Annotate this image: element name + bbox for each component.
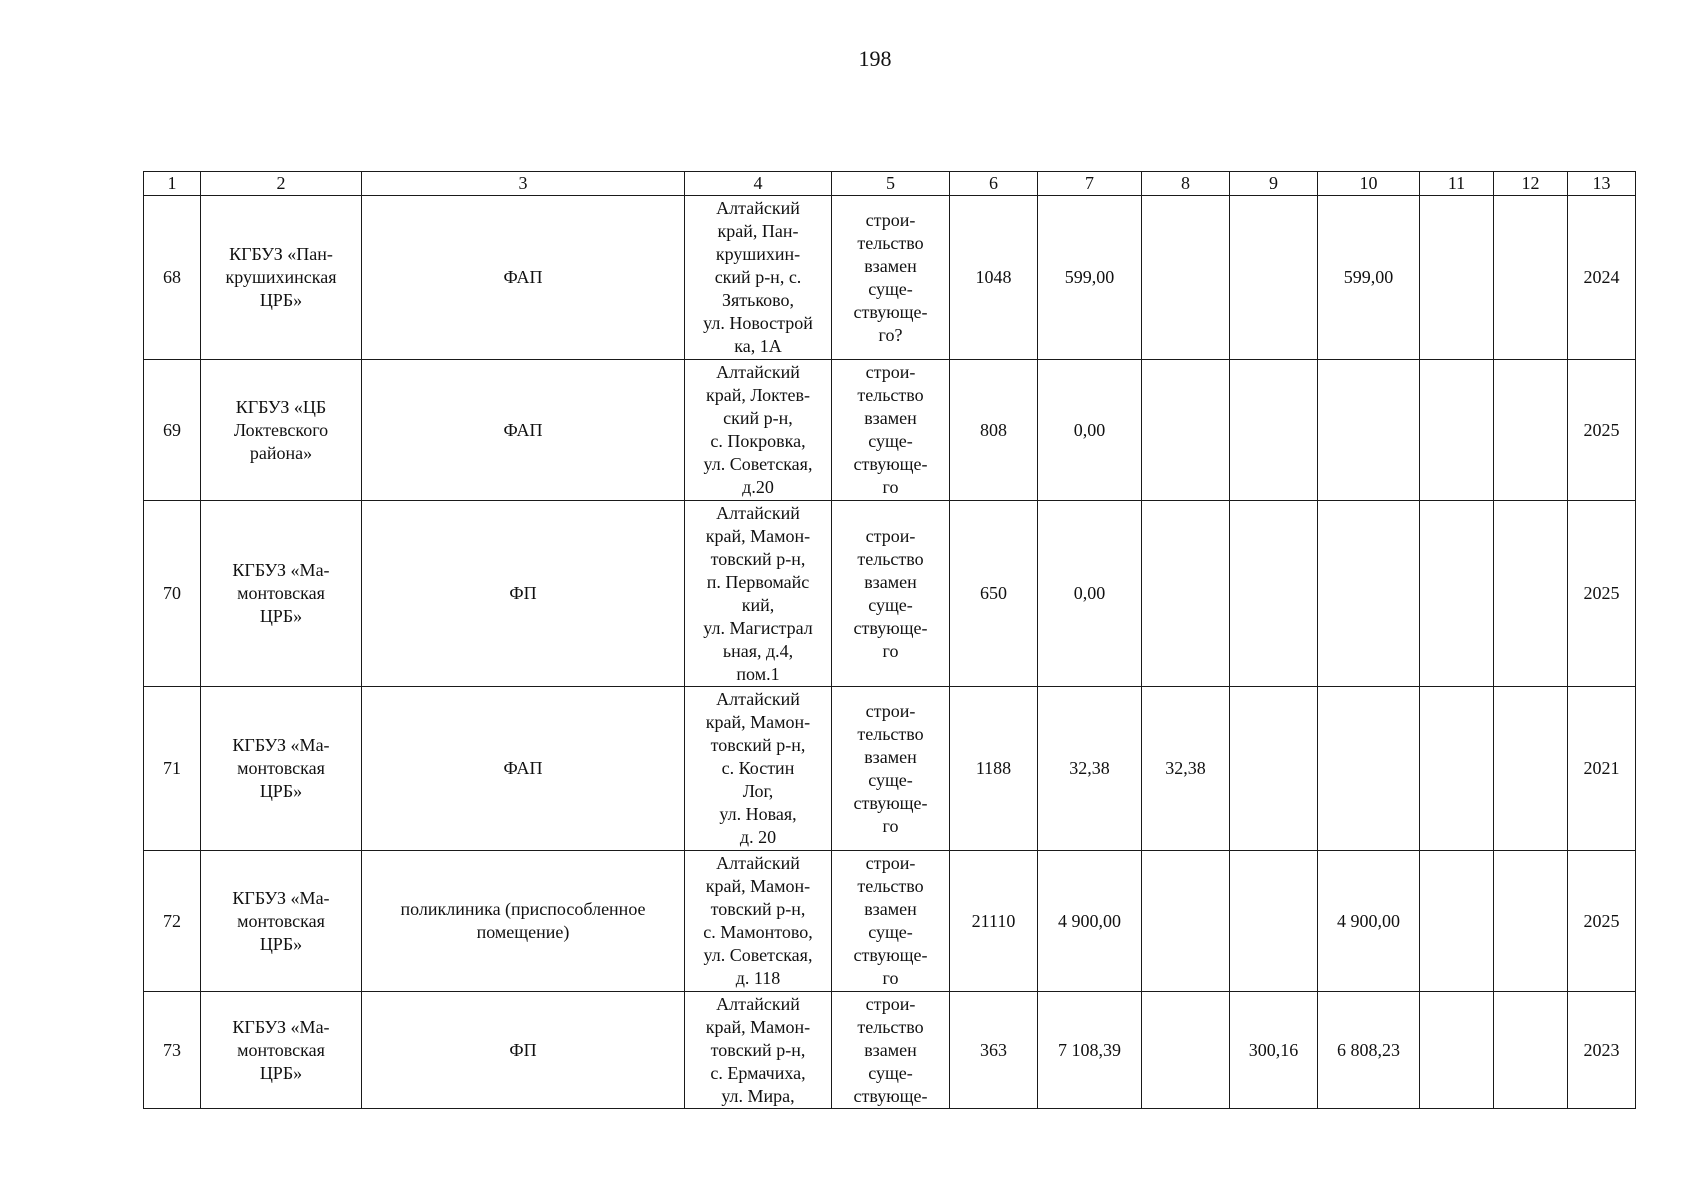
col-7-value: 0,00 bbox=[1038, 360, 1142, 501]
col-6-value: 363 bbox=[950, 992, 1038, 1109]
col-7-value: 599,00 bbox=[1038, 196, 1142, 360]
address: Алтайский край, Пан- крушихин- ский р-н, с. Зятьково, ул. Новострой ка, 1А bbox=[685, 196, 832, 360]
row-number: 73 bbox=[144, 992, 201, 1109]
address: Алтайский край, Мамон- товский р-н, с. Костин Лог, ул. Новая, д. 20 bbox=[685, 687, 832, 851]
year: 2025 bbox=[1568, 501, 1636, 687]
object-type: ФАП bbox=[362, 687, 685, 851]
column-number-row bbox=[144, 172, 1636, 196]
col-6-value: 808 bbox=[950, 360, 1038, 501]
col-9-value bbox=[1230, 196, 1318, 360]
col-12-value bbox=[1494, 687, 1568, 851]
col-8-value bbox=[1142, 992, 1230, 1109]
col-7-value: 4 900,00 bbox=[1038, 851, 1142, 992]
col-10-value: 599,00 bbox=[1318, 196, 1420, 360]
work-type: строи- тельство взамен суще- ствующе- го bbox=[832, 687, 950, 851]
col-10-value bbox=[1318, 360, 1420, 501]
col-9-value bbox=[1230, 501, 1318, 687]
year: 2023 bbox=[1568, 992, 1636, 1109]
col-9-value bbox=[1230, 360, 1318, 501]
table-row bbox=[144, 687, 1636, 851]
object-type: поликлиника (приспособленное помещение) bbox=[362, 851, 685, 992]
column-number-2: 2 bbox=[201, 172, 362, 196]
object-type: ФП bbox=[362, 992, 685, 1109]
col-6-value: 1048 bbox=[950, 196, 1038, 360]
table-row bbox=[144, 501, 1636, 687]
page-number: 198 bbox=[858, 46, 892, 71]
col-12-value bbox=[1494, 992, 1568, 1109]
row-number: 70 bbox=[144, 501, 201, 687]
organization: КГБУЗ «Ма- монтовская ЦРБ» bbox=[201, 501, 362, 687]
year: 2025 bbox=[1568, 360, 1636, 501]
organization: КГБУЗ «ЦБ Локтевского района» bbox=[201, 360, 362, 501]
col-12-value bbox=[1494, 501, 1568, 687]
col-6-value: 1188 bbox=[950, 687, 1038, 851]
work-type: строи- тельство взамен суще- ствующе- го? bbox=[832, 196, 950, 360]
column-number-3: 3 bbox=[362, 172, 685, 196]
col-8-value: 32,38 bbox=[1142, 687, 1230, 851]
address: Алтайский край, Мамон- товский р-н, п. Первомайс кий, ул. Магистрал ьная, д.4, пом.1 bbox=[685, 501, 832, 687]
work-type: строи- тельство взамен суще- ствующе- bbox=[832, 992, 950, 1109]
organization: КГБУЗ «Ма- монтовская ЦРБ» bbox=[201, 992, 362, 1109]
organization: КГБУЗ «Пан- крушихинская ЦРБ» bbox=[201, 196, 362, 360]
work-type: строи- тельство взамен суще- ствующе- го bbox=[832, 360, 950, 501]
row-number: 69 bbox=[144, 360, 201, 501]
col-11-value bbox=[1420, 687, 1494, 851]
column-number-12: 12 bbox=[1494, 172, 1568, 196]
column-number-4: 4 bbox=[685, 172, 832, 196]
col-6-value: 21110 bbox=[950, 851, 1038, 992]
address: Алтайский край, Мамон- товский р-н, с. Ермачиха, ул. Мира, bbox=[685, 992, 832, 1109]
facilities-table bbox=[143, 171, 1636, 1109]
object-type: ФАП bbox=[362, 360, 685, 501]
col-9-value bbox=[1230, 851, 1318, 992]
address: Алтайский край, Мамон- товский р-н, с. Мамонтово, ул. Советская, д. 118 bbox=[685, 851, 832, 992]
table-body bbox=[144, 196, 1636, 1109]
table-row bbox=[144, 992, 1636, 1109]
row-number: 72 bbox=[144, 851, 201, 992]
column-number-9: 9 bbox=[1230, 172, 1318, 196]
column-number-5: 5 bbox=[832, 172, 950, 196]
col-10-value: 6 808,23 bbox=[1318, 992, 1420, 1109]
col-8-value bbox=[1142, 196, 1230, 360]
column-number-6: 6 bbox=[950, 172, 1038, 196]
col-12-value bbox=[1494, 196, 1568, 360]
col-9-value: 300,16 bbox=[1230, 992, 1318, 1109]
row-number: 68 bbox=[144, 196, 201, 360]
year: 2024 bbox=[1568, 196, 1636, 360]
col-11-value bbox=[1420, 501, 1494, 687]
organization: КГБУЗ «Ма- монтовская ЦРБ» bbox=[201, 687, 362, 851]
table-row bbox=[144, 851, 1636, 992]
col-11-value bbox=[1420, 851, 1494, 992]
col-7-value: 32,38 bbox=[1038, 687, 1142, 851]
col-7-value: 0,00 bbox=[1038, 501, 1142, 687]
col-8-value bbox=[1142, 360, 1230, 501]
col-12-value bbox=[1494, 360, 1568, 501]
column-number-10: 10 bbox=[1318, 172, 1420, 196]
col-7-value: 7 108,39 bbox=[1038, 992, 1142, 1109]
address: Алтайский край, Локтев- ский р-н, с. Покровка, ул. Советская, д.20 bbox=[685, 360, 832, 501]
col-8-value bbox=[1142, 501, 1230, 687]
column-number-13: 13 bbox=[1568, 172, 1636, 196]
year: 2021 bbox=[1568, 687, 1636, 851]
column-number-11: 11 bbox=[1420, 172, 1494, 196]
object-type: ФП bbox=[362, 501, 685, 687]
table-row bbox=[144, 196, 1636, 360]
column-number-7: 7 bbox=[1038, 172, 1142, 196]
col-11-value bbox=[1420, 360, 1494, 501]
column-number-8: 8 bbox=[1142, 172, 1230, 196]
col-9-value bbox=[1230, 687, 1318, 851]
organization: КГБУЗ «Ма- монтовская ЦРБ» bbox=[201, 851, 362, 992]
col-12-value bbox=[1494, 851, 1568, 992]
col-10-value: 4 900,00 bbox=[1318, 851, 1420, 992]
object-type: ФАП bbox=[362, 196, 685, 360]
table-row bbox=[144, 360, 1636, 501]
work-type: строи- тельство взамен суще- ствующе- го bbox=[832, 501, 950, 687]
row-number: 71 bbox=[144, 687, 201, 851]
col-8-value bbox=[1142, 851, 1230, 992]
col-10-value bbox=[1318, 687, 1420, 851]
column-number-1: 1 bbox=[144, 172, 201, 196]
work-type: строи- тельство взамен суще- ствующе- го bbox=[832, 851, 950, 992]
col-6-value: 650 bbox=[950, 501, 1038, 687]
col-11-value bbox=[1420, 196, 1494, 360]
year: 2025 bbox=[1568, 851, 1636, 992]
col-11-value bbox=[1420, 992, 1494, 1109]
col-10-value bbox=[1318, 501, 1420, 687]
